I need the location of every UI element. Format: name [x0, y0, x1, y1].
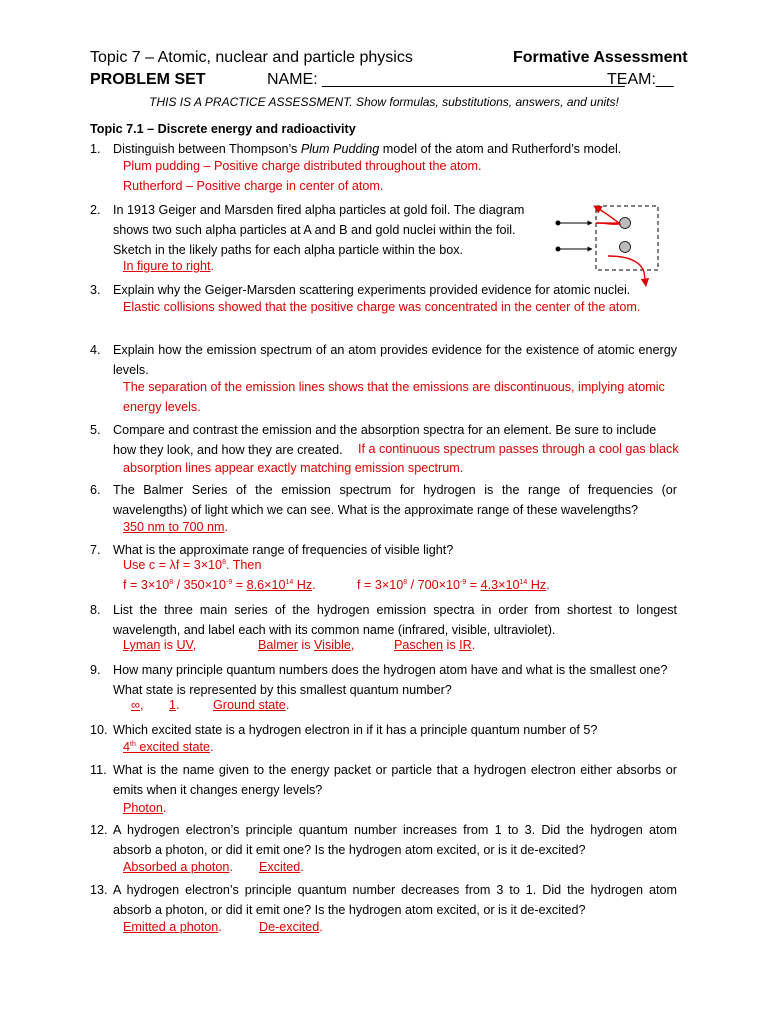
q3-text: Explain why the Geiger-Marsden scattering experiments provided evidence for atomic nuclei. [113, 283, 631, 297]
q11-answer: Photon. [123, 801, 167, 815]
q6-number: 6. [90, 483, 101, 497]
q7-number: 7. [90, 543, 101, 557]
q13-number: 13. [90, 883, 108, 897]
page-title: Topic 7 – Atomic, nuclear and particle physics [90, 49, 413, 66]
q2-number: 2. [90, 203, 101, 217]
q2-answer: In figure to right. [123, 259, 215, 273]
scattering-diagram [548, 200, 668, 292]
q10-text: Which excited state is a hydrogen electron in if it has a principle quantum number of 5? [113, 723, 598, 737]
q7-answer-min: $f = 3\times 10^8 / 350\times 10^{-9} = 8.6\times 10^{14}$ Hz. [123, 578, 316, 592]
gold-nucleus-a [620, 218, 631, 229]
alpha-particle-b [556, 247, 561, 252]
q7-text: What is the approximate range of frequencies of visible light? [113, 543, 454, 557]
q12-text: A hydrogen electron’s principle quantum number increases from 1 to 3. Did the hydrogen atom absorb a photon, or did it emit one? Is the hydrogen atom excited, or is it de-excited? [113, 823, 677, 857]
q4-text: Explain how the emission spectrum of an atom provides evidence for the existence of atomic energy levels. [113, 343, 677, 377]
team-field[interactable]: TEAM:__ [607, 71, 674, 88]
q5-text: Compare and contrast the emission and the absorption spectra for an element. Be sure to include how they look, and how they are created. [113, 423, 657, 457]
alpha-particle-a [556, 221, 561, 226]
q13-answer-state: De-excited. [259, 920, 323, 934]
q1-answer-rutherford: Rutherford – Positive charge in center of atom. [123, 179, 384, 193]
name-field[interactable]: NAME: __________________________________ [267, 71, 625, 88]
assessment-type: Formative Assessment [513, 49, 688, 66]
q1-number: 1. [90, 142, 101, 156]
q13-answer-photon: Emitted a photon. [123, 920, 222, 934]
q4-number: 4. [90, 343, 101, 357]
q4-answer-line1: The separation of the emission lines shows that the emissions are discontinuous, implying atomic [123, 380, 665, 394]
q2-text: In 1913 Geiger and Marsden fired alpha particles at gold foil. The diagram shows two such alpha particles at A and B and gold nuclei within the foil. Sketch in the likely paths for each alpha particle within the box. [113, 203, 525, 257]
gold-nucleus-b [620, 242, 631, 253]
foil-box [596, 206, 658, 270]
q5-answer-line1: If a continuous spectrum passes through a cool gas black [358, 442, 679, 456]
q1-text: Distinguish between Thompson’s Plum Pudding model of the atom and Rutherford’s model. [113, 142, 622, 156]
q5-answer-line2: absorption lines appear exactly matching emission spectrum. [123, 461, 464, 475]
q4-answer-line2: energy levels. [123, 400, 201, 414]
q12-answer-state: Excited. [259, 860, 304, 874]
q5-number: 5. [90, 423, 101, 437]
problem-set-label: PROBLEM SET [90, 71, 206, 88]
q12-answer-photon: Absorbed a photon. [123, 860, 233, 874]
deflected-path-a [594, 206, 620, 224]
q13-text: A hydrogen electron’s principle quantum number decreases from 3 to 1. Did the hydrogen atom absorb a photon, or did it emit one? Is the hydrogen atom excited, or is it de-excited? [113, 883, 677, 917]
q8-answer-paschen: Paschen is IR. [394, 638, 476, 652]
q8-number: 8. [90, 603, 101, 617]
q11-number: 11. [90, 763, 107, 777]
q7-answer-max: $f = 3\times 10^8 / 700\times 10^{-9} = 4.3\times 10^{14}$ Hz. [357, 578, 550, 592]
q8-answer-balmer: Balmer is Visible, [258, 638, 355, 652]
q3-number: 3. [90, 283, 101, 297]
q10-answer: 4th excited state. [123, 740, 214, 754]
q1-answer-plum: Plum pudding – Positive charge distributed throughout the atom. [123, 159, 482, 173]
instructions: THIS IS A PRACTICE ASSESSMENT. Show formulas, substitutions, answers, and units! [149, 95, 619, 109]
q9-answer-state: Ground state. [213, 698, 290, 712]
q9-text: How many principle quantum numbers does the hydrogen atom have and what is the smallest one? What state is represented by this smallest quantum number? [113, 663, 668, 697]
q9-number: 9. [90, 663, 101, 677]
q8-answer-lyman: Lyman is UV, [123, 638, 197, 652]
q9-answer-smallest: 1. [169, 698, 180, 712]
q6-text: The Balmer Series of the emission spectrum for hydrogen is the range of frequencies (or wavelengths) of light which we can see. What is the approximate range of these wavelengths? [113, 483, 677, 517]
section-title: Topic 7.1 – Discrete energy and radioactivity [90, 122, 356, 136]
q8-text: List the three main series of the hydrogen emission spectra in order from shortest to longest wavelength, and label each with its common name (infrared, visible, ultraviolet). [113, 603, 677, 637]
q11-text: What is the name given to the energy packet or particle that a hydrogen electron either absorbs or emits when it changes energy levels? [113, 763, 677, 797]
q6-answer: 350 nm to 700 nm. [123, 520, 229, 534]
q3-answer: Elastic collisions showed that the positive charge was concentrated in the center of the atom. [123, 300, 641, 314]
q7-hint: Use $c = \lambda f = 3\times 10^8$. Then [123, 558, 262, 572]
q12-number: 12. [90, 823, 108, 837]
q10-number: 10. [90, 723, 108, 737]
q9-answer-count: ∞, [131, 698, 144, 712]
